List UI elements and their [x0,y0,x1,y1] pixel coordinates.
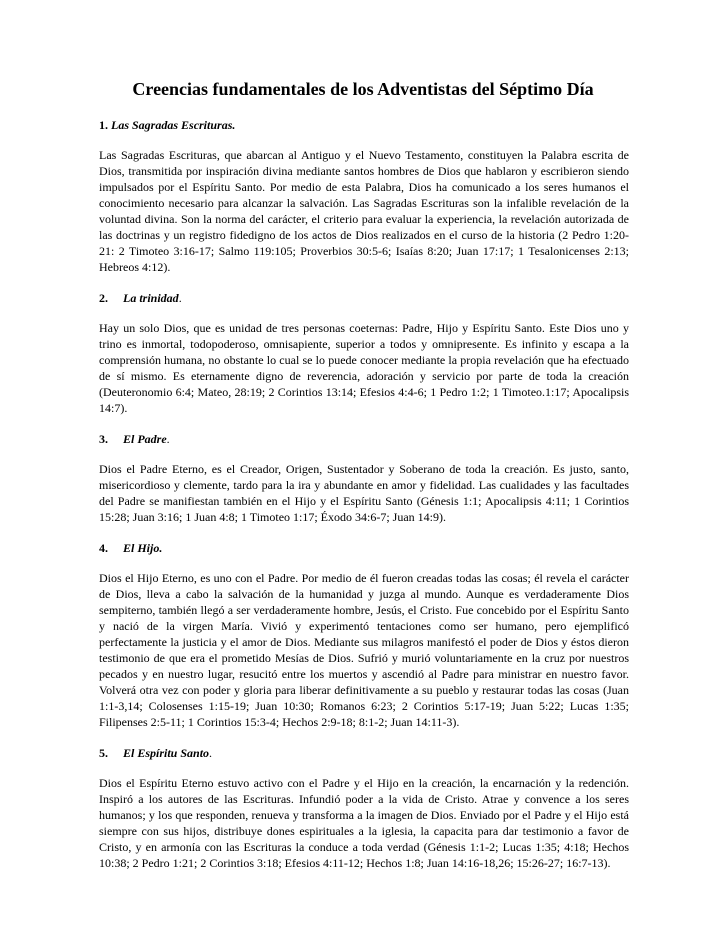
section-number: 4. [99,541,108,555]
belief-section-3 [99,431,629,525]
section-title-end: . [178,291,182,305]
section-title: El Padre [123,432,167,446]
belief-section-2 [99,290,629,416]
section-number: 1. [99,118,108,132]
section-title: La trinidad [123,291,179,305]
section-heading [99,117,629,133]
belief-section-1 [99,117,629,275]
section-title-end: . [209,746,213,760]
belief-section-4 [99,540,629,730]
section-title: Las Sagradas Escrituras. [111,118,236,132]
section-title: El Espíritu Santo [123,746,210,760]
section-heading [99,290,629,306]
section-body: Las Sagradas Escrituras, que abarcan al Antiguo y el Nuevo Testamento, constituyen la Palabra escrita de Dios, transmitida por inspiración divina mediante santos hombres de Dios que hablaron y escribieron siendo impulsados por el Espíritu Santo. Por medio de esta Palabra, Dios ha comunicado a los seres humanos el conocimiento necesario para alcanzar la salvación. Las Sagradas Escrituras son la infalible revelación de la voluntad divina. Son la norma del carácter, el criterio para evaluar la experiencia, la revelación autorizada de las doctrinas y un registro fidedigno de los actos de Dios realizados en el curso de la historia (2 Pedro 1:20-21: 2 Timoteo 3:16-17; Salmo 119:105; Proverbios 30:5-6; Isaías 8:20; Juan 17:17; 1 Tesalonicenses 2:13; Hebreos 4:12). [99,148,629,274]
document-title: Creencias fundamentales de los Adventistas del Séptimo Día [132,79,594,99]
section-body: Dios el Hijo Eterno, es uno con el Padre. Por medio de él fueron creadas todas las cosas; él revela el carácter de Dios, lleva a cabo la salvación de la humanidad y juzga al mundo. Aunque es verdaderamente Dios sempiterno, también llegó a ser verdaderamente hombre, Jesús, el Cristo. Fue concebido por el Espíritu Santo y nació de la virgen María. Vivió y experimentó tentaciones como ser humano, pero ejemplificó perfectamente la justicia y el amor de Dios. Mediante sus milagros manifestó el poder de Dios y éstos dieron testimonio de que era el prometido Mesías de Dios. Sufrió y murió voluntariamente en la cruz por nuestros pecados y en nuestro lugar, resucitó entre los muertos y ascendió al Padre para ministrar en nuestro favor. Volverá otra vez con poder y gloria para liberar definitivamente a su pueblo y restaurar todas las cosas (Juan 1:1-3,14; Colosenses 1:15-19; Juan 10:30; Romanos 6:23; 2 Corintios 5:17-19; Juan 5:22; Lucas 1:35; Filipenses 2:5-11; 1 Corintios 15:3-4; Hechos 2:9-18; 8:1-2; Juan 14:11-3). [99,571,629,729]
section-number: 2. [99,291,108,305]
section-heading [99,540,629,556]
section-heading [99,745,629,761]
section-heading [99,431,629,447]
section-title-end: . [166,432,170,446]
section-number: 3. [99,432,108,446]
section-title: El Hijo. [123,541,163,555]
section-number: 5. [99,746,108,760]
section-body: Dios el Padre Eterno, es el Creador, Origen, Sustentador y Soberano de toda la creación. Es justo, santo, misericordioso y clemente, tardo para la ira y abundante en amor y fidelidad. Las cualidades y las facultades del Padre se manifiestan también en el Hijo y el Espíritu Santo (Génesis 1:1; Apocalipsis 4:11; 1 Corintios 15:28; Juan 3:16; 1 Juan 4:8; 1 Timoteo 1:17; Éxodo 34:6-7; Juan 14:9). [99,462,629,524]
belief-section-5 [99,745,629,871]
section-body: Dios el Espíritu Eterno estuvo activo con el Padre y el Hijo en la creación, la encarnación y la redención. Inspiró a los autores de las Escrituras. Infundió poder a la vida de Cristo. Atrae y convence a los seres humanos; y los que responden, renueva y transforma a la imagen de Dios. Enviado por el Padre y el Hijo está siempre con sus hijos, distribuye dones espirituales a la iglesia, la capacita para dar testimonio a favor de Cristo, y en armonía con las Escrituras la conduce a toda verdad (Génesis 1:1-2; Lucas 1:35; 4:18; Hechos 10:38; 2 Pedro 1:21; 2 Corintios 3:18; Efesios 4:11-12; Hechos 1:8; Juan 14:16-18,26; 15:26-27; 16:7-13). [99,776,629,870]
section-body: Hay un solo Dios, que es unidad de tres personas coeternas: Padre, Hijo y Espíritu Santo. Este Dios uno y trino es inmortal, todopoderoso, omnisapiente, superior a todos y omnipresente. Es infinito y escapa a la comprensión humana, no obstante lo cual se lo puede conocer mediante la propia revelación que ha efectuado de sí mismo. Es eternamente digno de reverencia, adoración y servicio por parte de toda la creación (Deuteronomio 6:4; Mateo, 28:19; 2 Corintios 13:14; Efesios 4:4-6; 1 Pedro 1:2; 1 Timoteo.1:17; Apocalipsis 14:7). [99,321,629,415]
